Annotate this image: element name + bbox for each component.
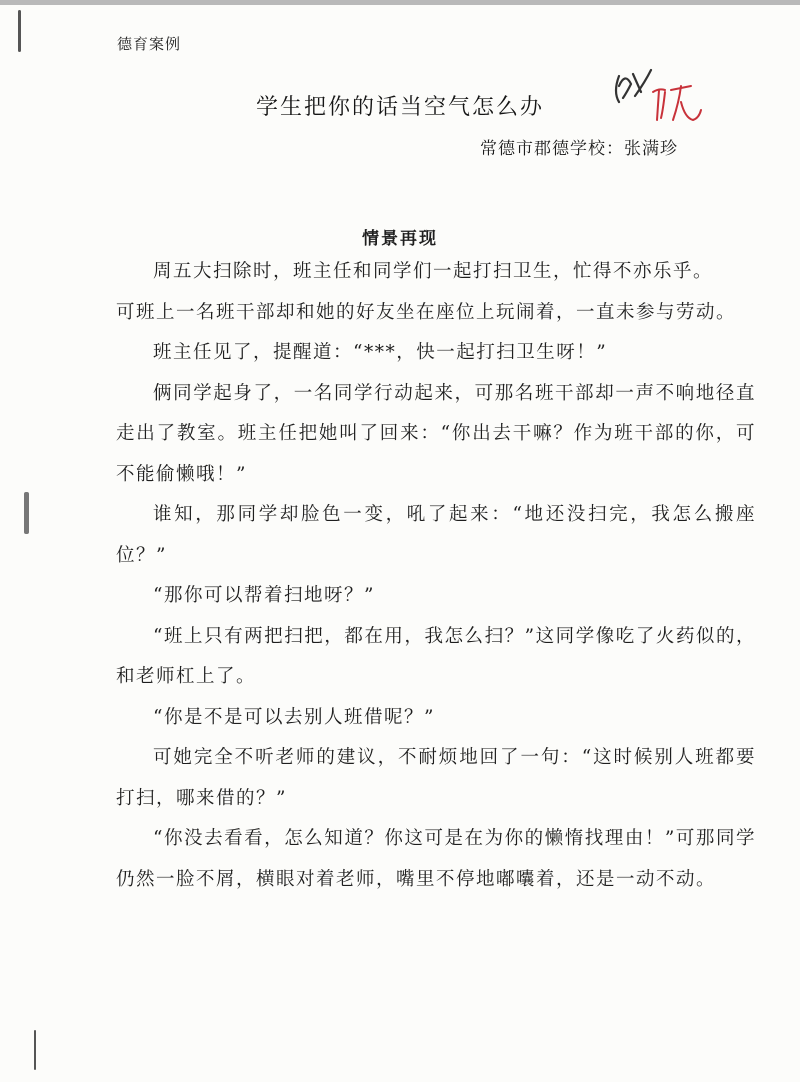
paragraph: 班主任见了，提醒道：“***，快一起打扫卫生呀！”: [153, 342, 608, 363]
page-title: 学生把你的话当空气怎么办: [255, 95, 544, 120]
author-line: 常德市郡德学校：张满珍: [480, 139, 678, 159]
scan-top-edge: [0, 0, 800, 5]
paragraph: “那你可以帮着扫地呀？”: [153, 585, 375, 606]
paragraph: 可她完全不听老师的建议，不耐烦地回了一句：“这时候别人班都要打扫，哪来借的？”: [116, 747, 756, 809]
paragraph: 谁知，那同学却脸色一变，吼了起来：“地还没扫完，我怎么搬座位？”: [116, 504, 756, 566]
paragraph: 可班上一名班干部却和她的好友坐在座位上玩闹着，一直未参与劳动。: [116, 301, 737, 323]
scan-mark: [18, 10, 21, 52]
paragraph: “班上只有两把扫把，都在用，我怎么扫？”这同学像吃了火药似的，和老师杠上了。: [116, 625, 756, 687]
paragraph: 俩同学起身了，一名同学行动起来，可那名班干部却一声不响地径直走出了教室。班主任把她叫了回来：“你出去干嘛？作为班干部的你，可不能偷懒哦！”: [116, 382, 756, 485]
section-heading: 情景再现: [362, 229, 438, 249]
header-label: 德育案例: [117, 35, 182, 53]
paragraph: 周五大扫除时，班主任和同学们一起打扫卫生，忙得不亦乐乎。: [153, 261, 714, 282]
handwritten-signature: [605, 62, 715, 132]
paragraph: “你是不是可以去别人班借呢？”: [153, 706, 435, 728]
scan-mark: [24, 492, 29, 534]
body-text: [116, 252, 756, 900]
paragraph: “你没去看看，怎么知道？你这可是在为你的懒惰找理由！”可那同学仍然一脸不屑，横眼对着老师，嘴里不停地嘟囔着，还是一动不动。: [116, 828, 756, 890]
scan-mark: [34, 1030, 36, 1070]
